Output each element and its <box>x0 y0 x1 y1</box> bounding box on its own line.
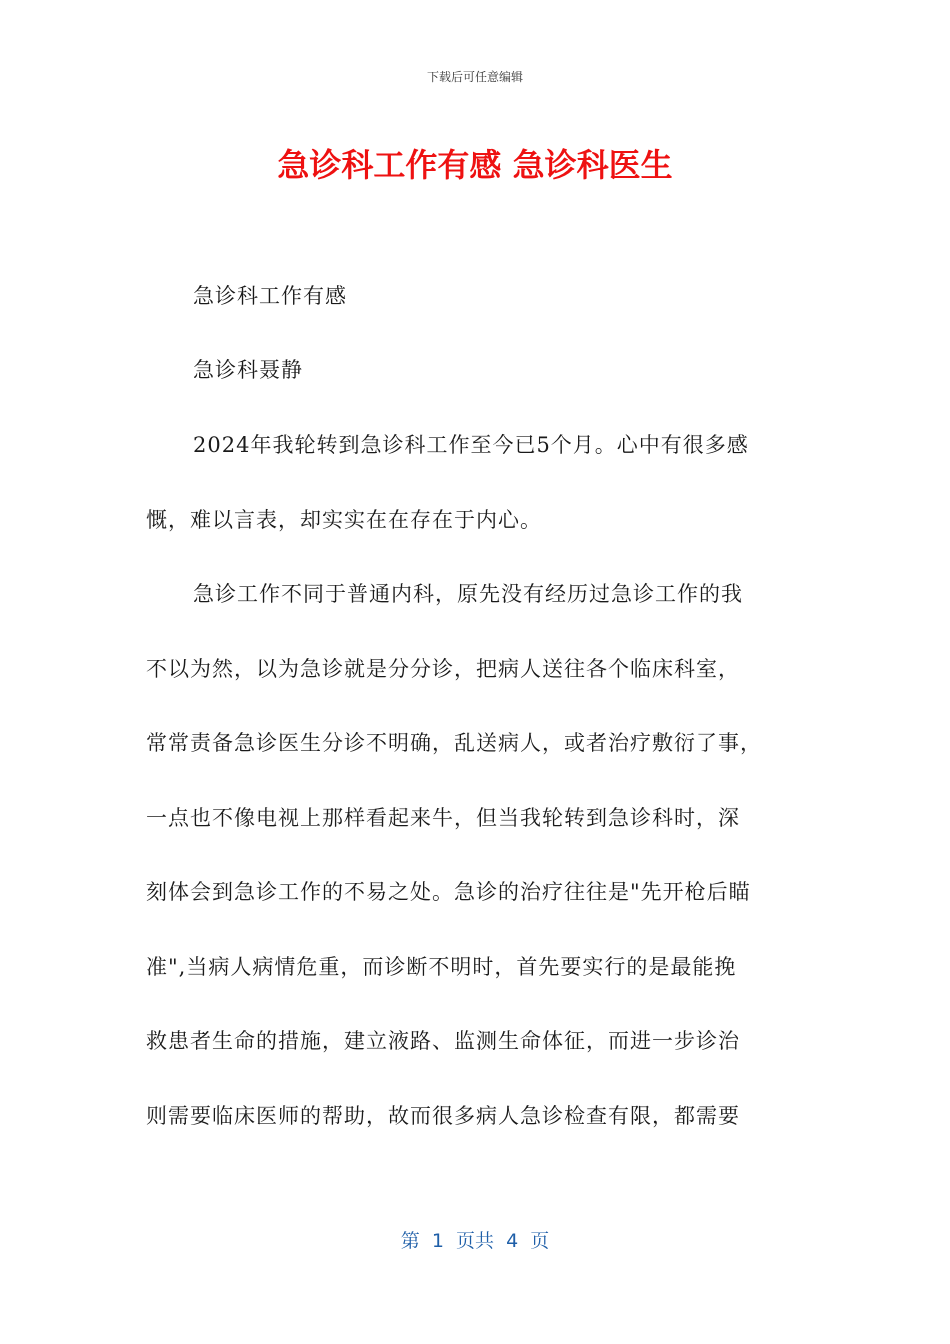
paragraph-line: 2024年我轮转到急诊科工作至今已5个月。心中有很多感 <box>193 433 749 457</box>
author-line: 急诊科聂静 <box>193 358 303 382</box>
paragraph-line: 一点也不像电视上那样看起来牛，但当我轮转到急诊科时，深 <box>146 806 740 830</box>
paragraph-line: 不以为然，以为急诊就是分分诊，把病人送往各个临床科室， <box>146 657 740 681</box>
paragraph-line: 急诊工作不同于普通内科，原先没有经历过急诊工作的我 <box>193 582 743 606</box>
paragraph-line: 则需要临床医师的帮助，故而很多病人急诊检查有限，都需要 <box>146 1104 740 1128</box>
paragraph-line: 慨，难以言表，却实实在在存在于内心。 <box>146 508 542 532</box>
page-number-footer: 第 1 页共 4 页 <box>400 1230 550 1252</box>
paragraph-line: 救患者生命的措施，建立液路、监测生命体征，而进一步诊治 <box>146 1029 740 1053</box>
document-title: 急诊科工作有感 急诊科医生 <box>277 146 673 184</box>
subtitle-line: 急诊科工作有感 <box>193 284 347 308</box>
header-note: 下载后可任意编辑 <box>426 70 523 84</box>
paragraph-line: 常常责备急诊医生分诊不明确，乱送病人，或者治疗敷衍了事， <box>146 731 762 755</box>
paragraph-line: 刻体会到急诊工作的不易之处。急诊的治疗往往是"先开枪后瞄 <box>146 880 751 904</box>
paragraph-line: 准",当病人病情危重，而诊断不明时，首先要实行的是最能挽 <box>146 955 737 979</box>
